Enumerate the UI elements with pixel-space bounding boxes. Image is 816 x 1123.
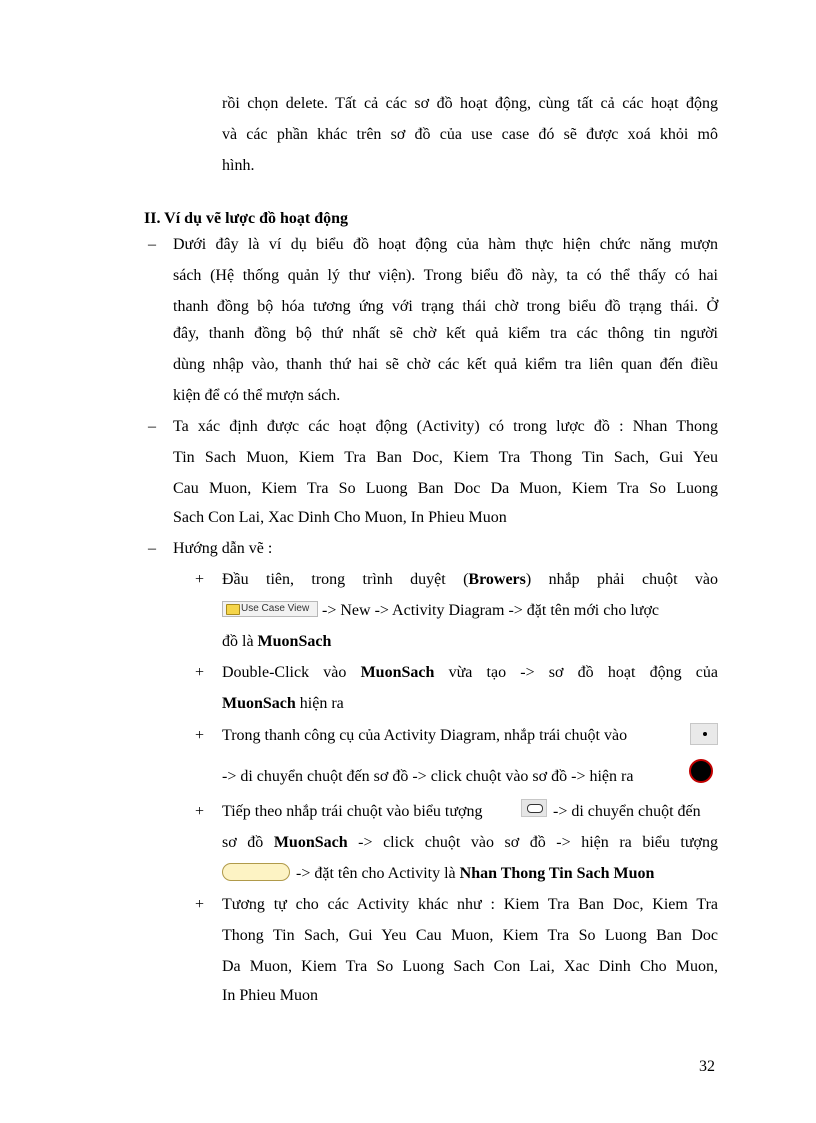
para3-line: Hướng dẫn vẽ : bbox=[173, 540, 273, 557]
folder-icon bbox=[226, 604, 240, 615]
plus-bullet: + bbox=[195, 571, 205, 588]
para2-line-4: Sach Con Lai, Xac Dinh Cho Muon, In Phieu Muon bbox=[173, 509, 507, 526]
step1-browers: Browers bbox=[468, 571, 526, 588]
para1-line-1: Dưới đây là ví dụ biểu đồ hoạt động của hàm thực hiện chức năng mượn bbox=[173, 236, 718, 253]
start-state-tool-icon bbox=[690, 723, 718, 745]
step2-text-a: Double-Click vào bbox=[222, 664, 361, 681]
intro-line-1: rồi chọn delete. Tất cả các sơ đồ hoạt động, cùng tất cả các hoạt động bbox=[222, 95, 718, 112]
step4-text-a: Tiếp theo nhắp trái chuột vào biểu tượng bbox=[222, 803, 483, 820]
activity-tool-icon bbox=[521, 799, 547, 817]
para1-line-2: sách (Hệ thống quản lý thư viện). Trong biểu đồ này, ta có thể thấy có hai bbox=[173, 267, 718, 284]
step1-line-3 bbox=[222, 632, 331, 652]
step5-line-3: Da Muon, Kiem Tra So Luong Sach Con Lai, Xac Dinh Cho Muon, bbox=[222, 958, 718, 975]
para1-line-6: kiện để có thể mượn sách. bbox=[173, 387, 341, 404]
para2-line-2: Tin Sach Muon, Kiem Tra Ban Doc, Kiem Tra Thong Tin Sach, Gui Yeu bbox=[173, 449, 718, 466]
para2-line-1: Ta xác định được các hoạt động (Activity) có trong lược đồ : Nhan Thong bbox=[173, 418, 718, 435]
step4-text-c: sơ đồ bbox=[222, 834, 274, 851]
step2-text-e: hiện ra bbox=[295, 695, 344, 712]
activity-shape-icon bbox=[222, 863, 290, 881]
step5-line-2: Thong Tin Sach, Gui Yeu Cau Muon, Kiem Tra So Luong Ban Doc bbox=[222, 927, 718, 944]
use-case-view-node bbox=[222, 601, 318, 617]
step2-muonsach-2: MuonSach bbox=[222, 695, 296, 712]
plus-bullet: + bbox=[195, 803, 205, 820]
step5-line-4: In Phieu Muon bbox=[222, 987, 318, 1004]
step1-line-2 bbox=[222, 601, 659, 621]
step2-line-1 bbox=[222, 663, 718, 683]
step3-line-2: -> di chuyển chuột đến sơ đồ -> click chuột vào sơ đồ -> hiện ra bbox=[222, 768, 634, 785]
para2-line-3: Cau Muon, Kiem Tra So Luong Ban Doc Da Muon, Kiem Tra So Luong bbox=[173, 480, 718, 497]
activity-pill-icon bbox=[527, 804, 543, 813]
section-heading: II. Ví dụ vẽ lược đồ hoạt động bbox=[144, 210, 348, 227]
para1-line-5: dùng nhập vào, thanh thứ hai sẽ chờ các kết quả kiểm tra liên quan đến điều bbox=[173, 356, 718, 373]
plus-bullet: + bbox=[195, 664, 205, 681]
step4-text-f: -> đặt tên cho Activity là bbox=[296, 865, 460, 882]
step1-text-a: Đầu tiên, trong trình duyệt ( bbox=[222, 571, 469, 588]
step1-muonsach: MuonSach bbox=[257, 633, 332, 650]
step4-line-2 bbox=[222, 833, 718, 853]
para1-line-4: đây, thanh đồng bộ thứ nhất sẽ chờ kết quả kiểm tra các thông tin người bbox=[173, 325, 718, 342]
intro-line-3: hình. bbox=[222, 157, 255, 174]
plus-bullet: + bbox=[195, 896, 205, 913]
step1-text-e: đồ là bbox=[222, 633, 258, 650]
para1-line-3: thanh đồng bộ hóa tương ứng với trạng thái chờ trong biểu đồ trạng thái. Ở bbox=[173, 298, 718, 315]
step1-line-1 bbox=[222, 570, 718, 590]
step4-text-b: -> di chuyển chuột đến bbox=[553, 803, 701, 820]
plus-bullet: + bbox=[195, 727, 205, 744]
page-number: 32 bbox=[699, 1058, 715, 1075]
start-state-icon bbox=[689, 759, 713, 783]
step3-line-1: Trong thanh công cụ của Activity Diagram, nhắp trái chuột vào bbox=[222, 727, 628, 744]
dash-bullet: – bbox=[148, 418, 156, 435]
step4-line-3 bbox=[296, 864, 654, 884]
step5-line-1: Tương tự cho các Activity khác như : Kiem Tra Ban Doc, Kiem Tra bbox=[222, 896, 718, 913]
step1-text-d: -> New -> Activity Diagram -> đặt tên mới cho lược bbox=[318, 602, 660, 619]
step2-muonsach-1: MuonSach bbox=[360, 664, 435, 681]
step2-text-c: vừa tạo -> sơ đồ hoạt động của bbox=[434, 664, 718, 681]
step4-text-e: -> click chuột vào sơ đồ -> hiện ra biểu tượng bbox=[347, 834, 719, 851]
dash-bullet: – bbox=[148, 540, 156, 557]
step1-text-c: ) nhắp phải chuột vào bbox=[525, 571, 719, 588]
intro-line-2: và các phần khác trên sơ đồ của use case đó sẽ được xoá khỏi mô bbox=[222, 126, 718, 143]
dot-icon bbox=[703, 732, 707, 736]
step4-activity-name: Nhan Thong Tin Sach Muon bbox=[459, 865, 655, 882]
use-case-view-label: Use Case View bbox=[241, 603, 310, 615]
step4-muonsach: MuonSach bbox=[273, 834, 348, 851]
dash-bullet: – bbox=[148, 236, 156, 253]
step2-line-2 bbox=[222, 694, 344, 714]
